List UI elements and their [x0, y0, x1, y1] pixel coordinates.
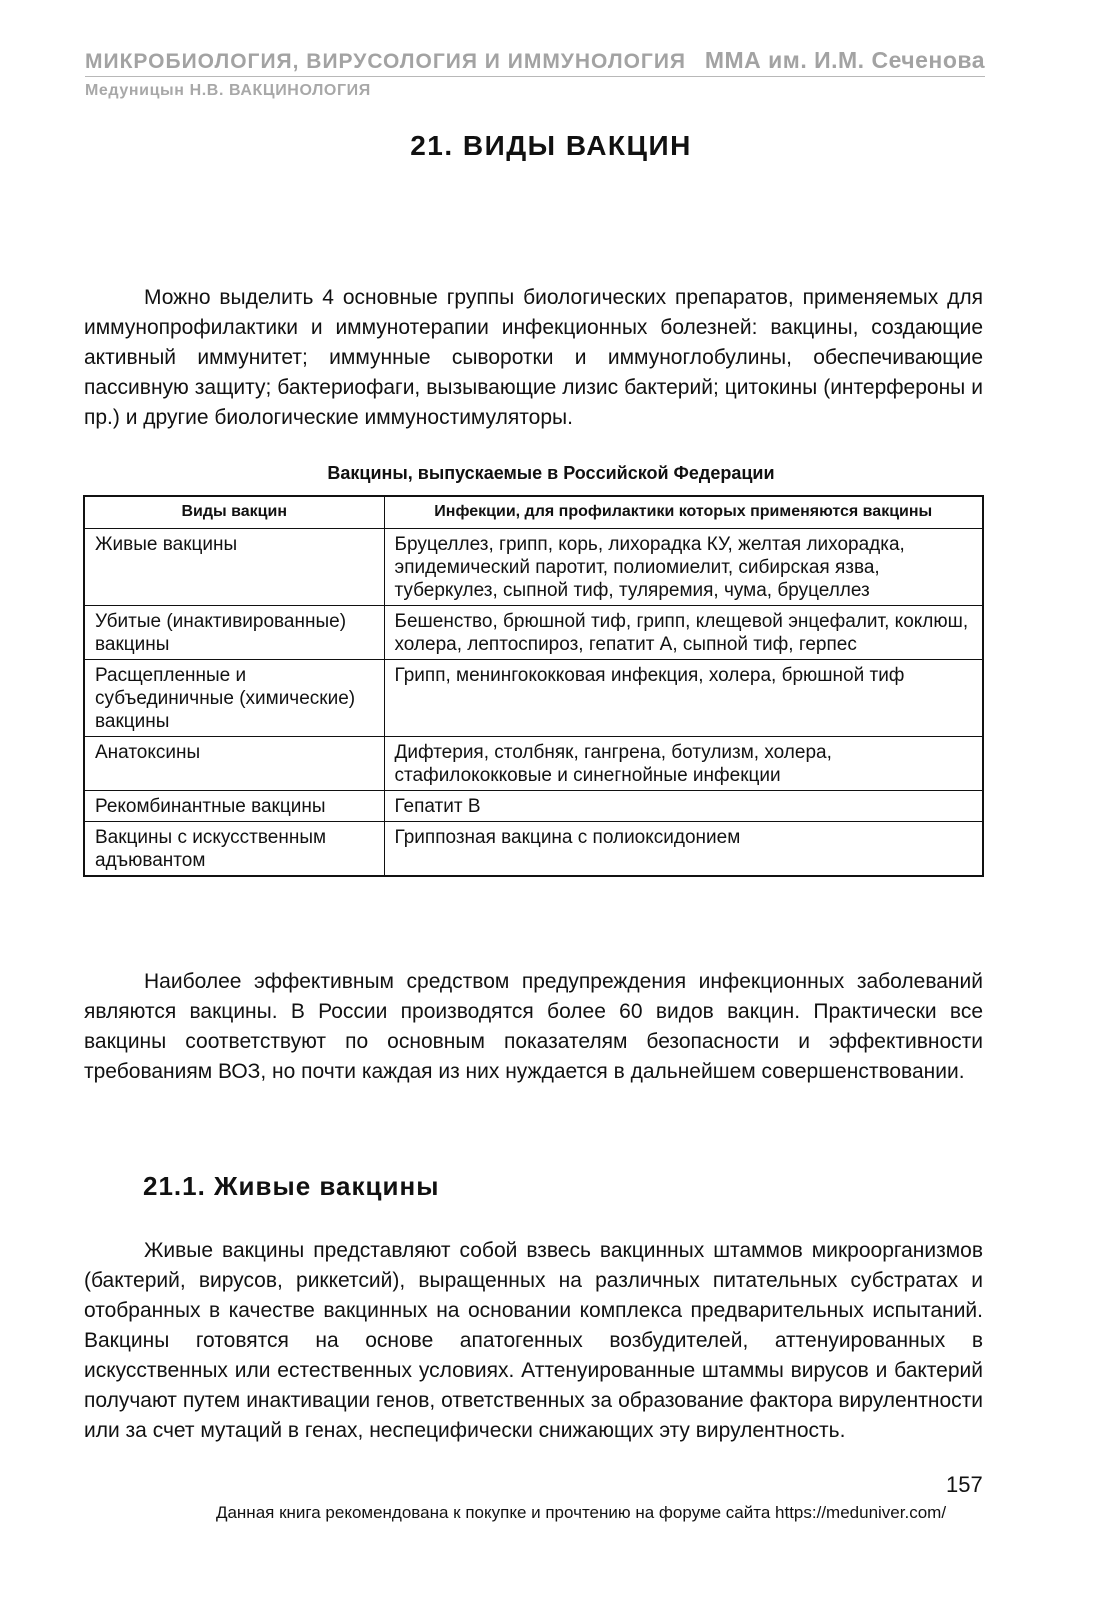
infections-cell: Грипп, менингококковая инфекция, холера, брюшной тиф	[384, 660, 983, 737]
section-title: 21.1. Живые вакцины	[143, 1171, 440, 1201]
running-header	[85, 47, 985, 100]
vaccine-type-cell: Анатоксины	[84, 737, 384, 791]
infections-cell: Дифтерия, столбняк, гангрена, ботулизм, холера, стафилококковые и синегнойные инфекции	[384, 737, 983, 791]
vaccine-table	[83, 495, 984, 877]
table-caption: Вакцины, выпускаемые в Российской Федерации	[327, 463, 775, 483]
effectiveness-paragraph: Наиболее эффективным средством предупреждения инфекционных заболеваний являются вакцины. В России производятся более 60 видов вакцин. Практически все вакцины соответствуют по основным показателям безопасности и эффективности требованиям ВОЗ, но почти каждая из них нуждается в дальнейшем совершенствовании.	[84, 970, 983, 1083]
live-vaccines-paragraph: Живые вакцины представляют собой взвесь вакцинных штаммов микроорганизмов (бактерий, вирусов, риккетсий), выращенных на различных питательных субстратах и отобранных в качестве вакцинных на основании комплекса предварительных испытаний. Вакцины готовятся на основе апатогенных возбудителей, аттенуированных в искусственных или естественных условиях. Аттенуированные штаммы вирусов и бактерий получают путем инактивации генов, ответственных за образование фактора вирулентности или за счет мутаций в генах, неспецифически снижающих эту вирулентность.	[84, 1239, 983, 1442]
table-row	[84, 529, 983, 606]
table-row	[84, 737, 983, 791]
vaccine-type-cell: Живые вакцины	[84, 529, 384, 606]
table-header-row	[84, 496, 983, 529]
chapter-title: 21. ВИДЫ ВАКЦИН	[410, 130, 692, 161]
vaccine-type-cell: Убитые (инактивированные) вакцины	[84, 606, 384, 660]
infections-cell: Гриппозная вакцина с полиоксидонием	[384, 822, 983, 877]
table-row	[84, 822, 983, 877]
table-row	[84, 660, 983, 737]
vaccine-type-cell: Рекомбинантные вакцины	[84, 791, 384, 822]
header-institution: ММА им. И.М. Сеченова	[704, 47, 985, 73]
infections-cell: Бешенство, брюшной тиф, грипп, клещевой энцефалит, коклюш, холера, лептоспироз, гепатит А, сыпной тиф, герпес	[384, 606, 983, 660]
footer-note: Данная книга рекомендована к покупке и прочтению на форуме сайта https://meduniver.com/	[215, 1503, 947, 1522]
infections-cell: Гепатит В	[384, 791, 983, 822]
intro-paragraph: Можно выделить 4 основные группы биологических препаратов, применяемых для иммунопрофилактики и иммунотерапии инфекционных болезней: вакцины, создающие активный иммунитет; иммунные сыворотки и иммуноглобулины, обеспечивающие пассивную защиту; бактериофаги, вызывающие лизис бактерий; цитокины (интерфероны и пр.) и другие биологические иммуностимуляторы.	[84, 286, 983, 429]
column-header-infections: Инфекции, для профилактики которых применяются вакцины	[384, 496, 983, 529]
infections-cell: Бруцеллез, грипп, корь, лихорадка КУ, желтая лихорадка, эпидемический паротит, полиомиелит, сибирская язва, туберкулез, сыпной тиф, туляремия, чума, бруцеллез	[384, 529, 983, 606]
header-subject: МИКРОБИОЛОГИЯ, ВИРУСОЛОГИЯ И ИММУНОЛОГИЯ	[85, 50, 687, 73]
running-header-row	[85, 47, 985, 77]
table-row	[84, 791, 983, 822]
column-header-vaccine-type: Виды вакцин	[84, 496, 384, 529]
vaccine-type-cell: Расщепленные и субъединичные (химические) вакцины	[84, 660, 384, 737]
vaccine-type-cell: Вакцины с искусственным адъювантом	[84, 822, 384, 877]
header-book: Медуницын Н.В. ВАКЦИНОЛОГИЯ	[85, 82, 371, 99]
page-number: 157	[946, 1472, 983, 1497]
table-row	[84, 606, 983, 660]
